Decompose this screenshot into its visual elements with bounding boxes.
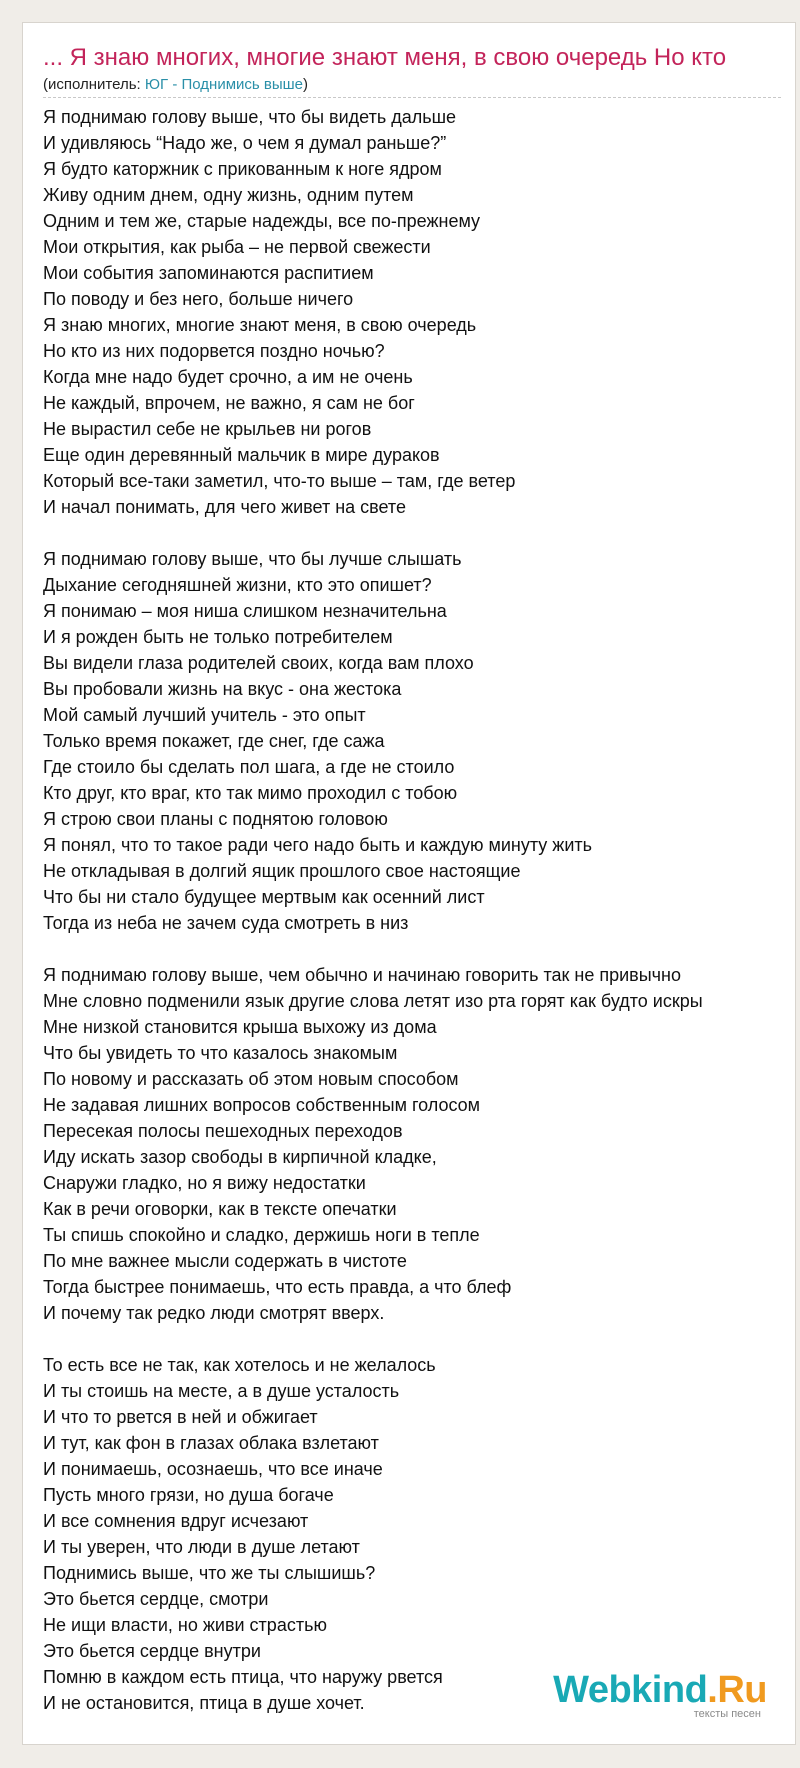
lyric-line: Я строю свои планы с поднятою головою (43, 809, 388, 829)
artist-link[interactable]: ЮГ (144, 76, 169, 93)
lyric-line: Тогда из неба не зачем суда смотреть в низ (43, 913, 409, 933)
separator-text[interactable]: - (168, 76, 182, 93)
lyric-line: Ты спишь спокойно и сладко, держишь ноги в тепле (43, 1225, 480, 1245)
lyric-line: И не остановится, птица в душе хочет. (43, 1693, 365, 1713)
lyric-line: Я поднимаю голову выше, чем обычно и начинаю говорить так не привычно (43, 965, 681, 985)
lyric-line: Еще один деревянный мальчик в мире дураков (43, 445, 440, 465)
lyric-line: Что бы ни стало будущее мертвым как осенний лист (43, 887, 485, 907)
lyric-line: И я рожден быть не только потребителем (43, 627, 393, 647)
lyric-line: Но кто из них подорвется поздно ночью? (43, 341, 385, 361)
lyric-line: Не вырастил себе не крыльев ни рогов (43, 419, 372, 439)
lyrics-body (43, 104, 800, 1742)
lyric-line: Кто друг, кто враг, кто так мимо проходил с тобою (43, 783, 458, 803)
lyric-line: Помню в каждом есть птица, что наружу рвется (43, 1667, 443, 1687)
page-title: ... Я знаю многих, многие знают меня, в свою очередь Но кто (43, 44, 727, 71)
lyric-line: Что бы увидеть то что казалось знакомым (43, 1043, 398, 1063)
lyric-line: И начал понимать, для чего живет на свете (43, 497, 406, 517)
lyric-line: Иду искать зазор свободы в кирпичной кладке, (43, 1147, 437, 1167)
lyric-line: Пересекая полосы пешеходных переходов (43, 1121, 403, 1141)
lyric-line: Я понял, что то такое ради чего надо быть и каждую минуту жить (43, 835, 592, 855)
lyric-line: Снаружи гладко, но я вижу недостатки (43, 1173, 366, 1193)
lyric-line: Это бьется сердце, смотри (43, 1589, 269, 1609)
lyric-line: Который все-таки заметил, что-то выше – там, где ветер (43, 471, 516, 491)
performer-label: (исполнитель: (43, 76, 145, 93)
lyric-line: Тогда быстрее понимаешь, что есть правда, а что блеф (43, 1277, 512, 1297)
verse (43, 546, 800, 936)
lyric-line: Мои открытия, как рыба – не первой свежести (43, 237, 431, 257)
lyric-line: Как в речи оговорки, как в тексте опечатки (43, 1199, 397, 1219)
lyric-line: Мне словно подменили язык другие слова летят изо рта горят как будто искры (43, 991, 703, 1011)
lyric-line: Пусть много грязи, но душа богаче (43, 1485, 334, 1505)
lyric-line: И что то рвется в ней и обжигает (43, 1407, 318, 1427)
lyric-line: По мне важнее мысли содержать в чистоте (43, 1251, 407, 1271)
lyric-line: И тут, как фон в глазах облака взлетают (43, 1433, 379, 1453)
site-logo[interactable] (553, 1670, 767, 1720)
lyric-line: Где стоило бы сделать пол шага, а где не стоило (43, 757, 455, 777)
logo-tagline: тексты песен (693, 1708, 761, 1720)
lyric-line: И понимаешь, осознаешь, что все иначе (43, 1459, 383, 1479)
lyric-line: По новому и рассказать об этом новым способом (43, 1069, 459, 1089)
header-divider (43, 97, 781, 98)
lyric-line: Я понимаю – моя ниша слишком незначительна (43, 601, 447, 621)
lyric-line: И ты стоишь на месте, а в душе усталость (43, 1381, 400, 1401)
verse (43, 104, 800, 520)
lyric-line: Вы видели глаза родителей своих, когда вам плохо (43, 653, 474, 673)
lyric-line: Мой самый лучший учитель - это опыт (43, 705, 366, 725)
lyric-line: И ты уверен, что люди в душе летают (43, 1537, 360, 1557)
lyric-line: Я поднимаю голову выше, что бы видеть дальше (43, 107, 457, 127)
lyric-line: Вы пробовали жизнь на вкус - она жестока (43, 679, 402, 699)
lyric-line: То есть все не так, как хотелось и не желалось (43, 1355, 436, 1375)
lyric-line: И удивляюсь “Надо же, о чем я думал раньше?” (43, 133, 447, 153)
performer-line (43, 75, 308, 95)
verse (43, 962, 800, 1326)
lyric-line: Я поднимаю голову выше, что бы лучше слышать (43, 549, 462, 569)
lyric-line: Это бьется сердце внутри (43, 1641, 261, 1661)
lyric-line: Я знаю многих, многие знают меня, в свою очередь (43, 315, 477, 335)
logo-main-text: Webkind (553, 1669, 708, 1711)
lyric-line: Дыхание сегодняшней жизни, кто это опишет? (43, 575, 432, 595)
lyric-line: Поднимись выше, что же ты слышишь? (43, 1563, 376, 1583)
page-container (22, 22, 796, 1745)
lyric-line: Мне низкой становится крыша выхожу из дома (43, 1017, 437, 1037)
lyric-line: Не задавая лишних вопросов собственным голосом (43, 1095, 481, 1115)
lyric-line: И почему так редко люди смотрят вверх. (43, 1303, 385, 1323)
lyric-line: Не ищи власти, но живи страстью (43, 1615, 327, 1635)
lyric-line: Не каждый, впрочем, не важно, я сам не бог (43, 393, 415, 413)
lyric-line: Я будто каторжник с прикованным к ноге ядром (43, 159, 442, 179)
lyric-line: Живу одним днем, одну жизнь, одним путем (43, 185, 414, 205)
lyric-line: И все сомнения вдруг исчезают (43, 1511, 309, 1531)
logo-tld-text: .Ru (707, 1669, 767, 1711)
lyric-line: Одним и тем же, старые надежды, все по-прежнему (43, 211, 481, 231)
lyric-line: Только время покажет, где снег, где сажа (43, 731, 385, 751)
song-link[interactable]: Поднимись выше (181, 76, 304, 93)
lyric-line: По поводу и без него, больше ничего (43, 289, 354, 309)
lyric-line: Мои события запоминаются распитием (43, 263, 374, 283)
lyric-line: Не откладывая в долгий ящик прошлого свое настоящие (43, 861, 521, 881)
lyric-line: Когда мне надо будет срочно, а им не очень (43, 367, 413, 387)
close-paren: ) (303, 76, 309, 93)
verse (43, 1352, 800, 1716)
